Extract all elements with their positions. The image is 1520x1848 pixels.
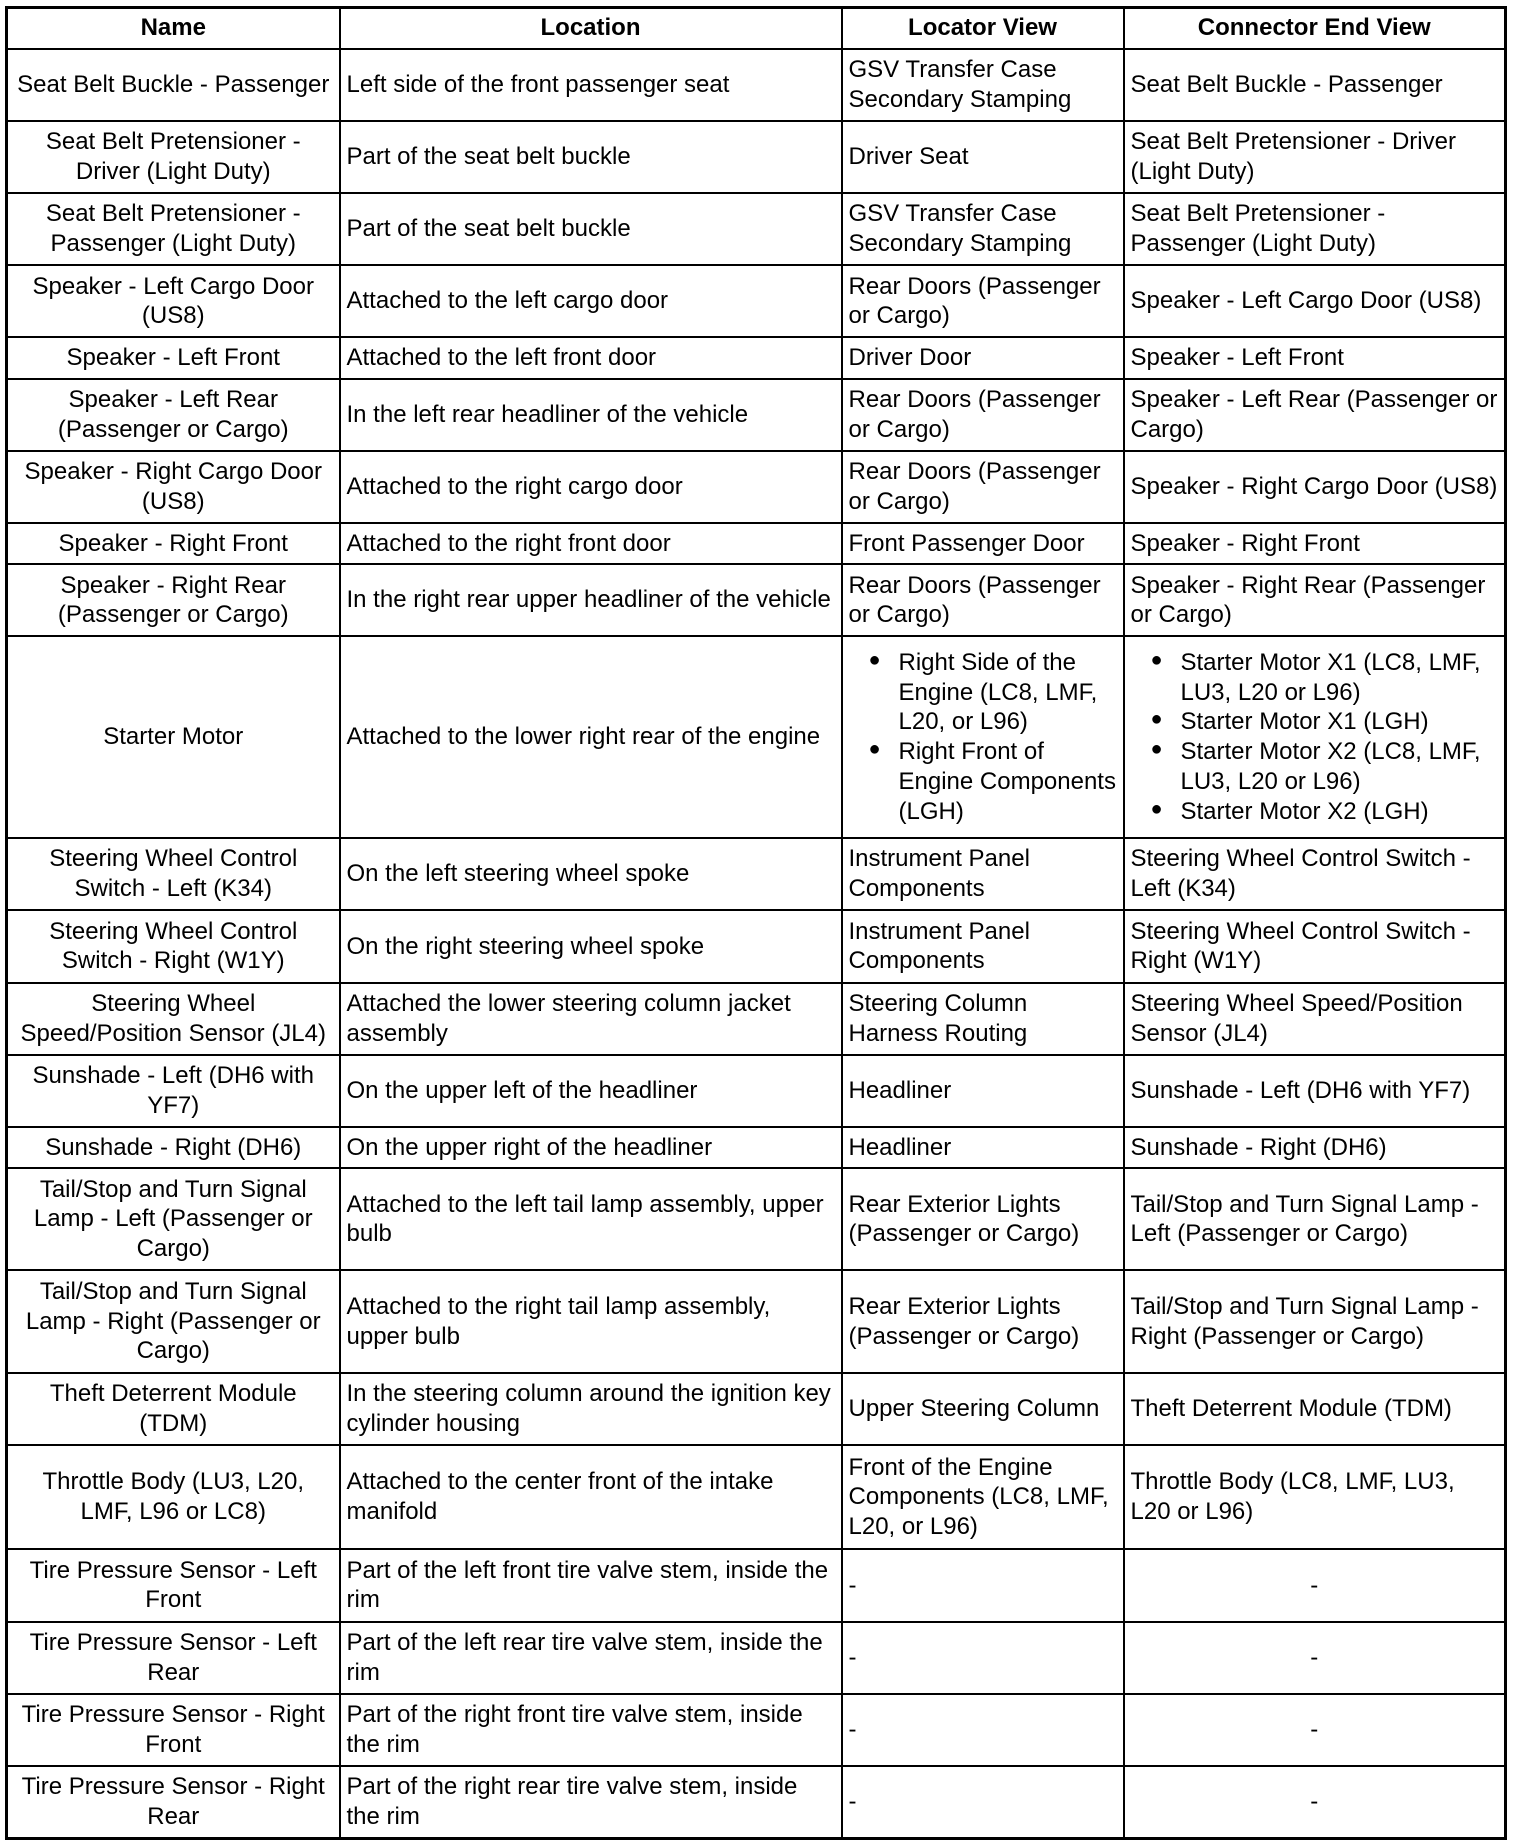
component-name-cell: Seat Belt Buckle - Passenger [7,49,340,121]
table-row [7,983,1506,1055]
connector-end-view-cell: Speaker - Right Front [1124,523,1506,564]
location-cell: Left side of the front passenger seat [340,49,842,121]
table-row [7,1127,1506,1168]
component-name-cell: Speaker - Right Cargo Door (US8) [7,451,340,523]
component-name-cell: Sunshade - Right (DH6) [7,1127,340,1168]
header-row [7,8,1506,49]
header-location: Location [340,8,842,49]
locator-view-cell: - [842,1549,1124,1621]
locator-view-cell: Instrument Panel Components [842,838,1124,910]
locator-view-cell: Rear Exterior Lights (Passenger or Cargo) [842,1168,1124,1270]
location-cell: In the left rear headliner of the vehicle [340,379,842,451]
component-name-cell: Seat Belt Pretensioner - Driver (Light Duty) [7,121,340,193]
connector-end-view-cell: Speaker - Left Cargo Door (US8) [1124,265,1506,337]
location-cell: Attached to the right front door [340,523,842,564]
locator-view-cell: GSV Transfer Case Secondary Stamping [842,49,1124,121]
table-row [7,1766,1506,1838]
location-cell: On the left steering wheel spoke [340,838,842,910]
component-name-cell: Tire Pressure Sensor - Left Front [7,1549,340,1621]
component-name-cell: Speaker - Right Rear (Passenger or Cargo) [7,564,340,636]
table-row [7,121,1506,193]
component-name-cell: Speaker - Left Front [7,337,340,378]
component-name-cell: Tire Pressure Sensor - Right Rear [7,1766,340,1838]
table-row [7,1622,1506,1694]
locator-view-cell: Rear Doors (Passenger or Cargo) [842,451,1124,523]
locator-view-cell: Rear Exterior Lights (Passenger or Cargo) [842,1270,1124,1372]
table-row [7,564,1506,636]
locator-view-cell: Rear Doors (Passenger or Cargo) [842,379,1124,451]
component-name-cell: Steering Wheel Control Switch - Right (W1Y) [7,910,340,982]
location-cell: Attached to the lower right rear of the engine [340,636,842,838]
locator-view-cell: Headliner [842,1127,1124,1168]
connector-end-view-cell: - [1124,1549,1506,1621]
header-name: Name [7,8,340,49]
component-name-cell: Tail/Stop and Turn Signal Lamp - Right (Passenger or Cargo) [7,1270,340,1372]
location-cell: Attached to the right cargo door [340,451,842,523]
connector-end-view-cell: Steering Wheel Speed/Position Sensor (JL4) [1124,983,1506,1055]
component-locator-table [5,6,1507,1840]
component-name-cell: Theft Deterrent Module (TDM) [7,1373,340,1445]
connector-end-view-cell: Seat Belt Pretensioner - Driver (Light Duty) [1124,121,1506,193]
component-name-cell: Tire Pressure Sensor - Right Front [7,1694,340,1766]
locator-view-cell: Headliner [842,1055,1124,1127]
table-row [7,910,1506,982]
connector-end-view-cell: - [1124,1766,1506,1838]
locator-view-cell [842,636,1124,838]
table-row [7,838,1506,910]
locator-view-cell: Front Passenger Door [842,523,1124,564]
table-row [7,1373,1506,1445]
table-row [7,1168,1506,1270]
table-row [7,265,1506,337]
connector-end-view-cell: Tail/Stop and Turn Signal Lamp - Left (Passenger or Cargo) [1124,1168,1506,1270]
connector-end-view-cell: Sunshade - Left (DH6 with YF7) [1124,1055,1506,1127]
header-connector-end-view: Connector End View [1124,8,1506,49]
location-cell: Part of the right rear tire valve stem, inside the rim [340,1766,842,1838]
component-name-cell: Throttle Body (LU3, L20, LMF, L96 or LC8) [7,1445,340,1549]
connector-end-view-cell: Speaker - Left Rear (Passenger or Cargo) [1124,379,1506,451]
location-cell: Attached to the right tail lamp assembly, upper bulb [340,1270,842,1372]
location-cell: Attached to the left tail lamp assembly, upper bulb [340,1168,842,1270]
locator-view-cell: - [842,1766,1124,1838]
list-item: ● Starter Motor X2 (LGH) [1131,797,1499,827]
component-name-cell: Speaker - Right Front [7,523,340,564]
location-cell: Attached to the center front of the intake manifold [340,1445,842,1549]
locator-view-cell: Front of the Engine Components (LC8, LMF, L20, or L96) [842,1445,1124,1549]
table-row [7,523,1506,564]
connector-end-view-cell: Seat Belt Buckle - Passenger [1124,49,1506,121]
table-row [7,451,1506,523]
table-row [7,49,1506,121]
location-cell: In the right rear upper headliner of the vehicle [340,564,842,636]
list-item: ● Right Side of the Engine (LC8, LMF, L20, or L96) [849,648,1117,737]
connector-end-view-cell: - [1124,1622,1506,1694]
location-cell: Part of the left rear tire valve stem, inside the rim [340,1622,842,1694]
list-item: ● Right Front of Engine Components (LGH) [849,737,1117,826]
connector-end-view-cell: Tail/Stop and Turn Signal Lamp - Right (Passenger or Cargo) [1124,1270,1506,1372]
component-name-cell: Seat Belt Pretensioner - Passenger (Light Duty) [7,193,340,265]
table-row [7,1055,1506,1127]
locator-view-cell: Steering Column Harness Routing [842,983,1124,1055]
table-row [7,1694,1506,1766]
location-cell: Part of the seat belt buckle [340,193,842,265]
table-row [7,1549,1506,1621]
table-row [7,636,1506,838]
connector-end-view-cell: Theft Deterrent Module (TDM) [1124,1373,1506,1445]
location-cell: On the right steering wheel spoke [340,910,842,982]
component-name-cell: Tail/Stop and Turn Signal Lamp - Left (Passenger or Cargo) [7,1168,340,1270]
locator-view-cell: GSV Transfer Case Secondary Stamping [842,193,1124,265]
location-cell: In the steering column around the ignition key cylinder housing [340,1373,842,1445]
connector-end-view-cell: Speaker - Left Front [1124,337,1506,378]
location-cell: Part of the seat belt buckle [340,121,842,193]
location-cell: Part of the left front tire valve stem, inside the rim [340,1549,842,1621]
table-row [7,337,1506,378]
location-cell: Part of the right front tire valve stem, inside the rim [340,1694,842,1766]
connector-end-view-cell: Steering Wheel Control Switch - Right (W1Y) [1124,910,1506,982]
component-name-cell: Steering Wheel Speed/Position Sensor (JL4) [7,983,340,1055]
locator-view-cell: - [842,1622,1124,1694]
locator-view-cell: Upper Steering Column [842,1373,1124,1445]
location-cell: Attached to the left front door [340,337,842,378]
component-name-cell: Sunshade - Left (DH6 with YF7) [7,1055,340,1127]
location-cell: On the upper right of the headliner [340,1127,842,1168]
table-row [7,379,1506,451]
connector-end-view-cell: Speaker - Right Cargo Door (US8) [1124,451,1506,523]
locator-view-cell: Rear Doors (Passenger or Cargo) [842,564,1124,636]
table-row [7,193,1506,265]
table-row [7,1270,1506,1372]
location-cell: Attached the lower steering column jacket assembly [340,983,842,1055]
component-name-cell: Tire Pressure Sensor - Left Rear [7,1622,340,1694]
component-name-cell: Speaker - Left Rear (Passenger or Cargo) [7,379,340,451]
locator-view-cell: Rear Doors (Passenger or Cargo) [842,265,1124,337]
component-name-cell: Speaker - Left Cargo Door (US8) [7,265,340,337]
list-item: ● Starter Motor X1 (LC8, LMF, LU3, L20 or L96) [1131,648,1499,708]
connector-end-view-cell: Steering Wheel Control Switch - Left (K34) [1124,838,1506,910]
connector-end-view-cell: Speaker - Right Rear (Passenger or Cargo) [1124,564,1506,636]
locator-view-cell: Instrument Panel Components [842,910,1124,982]
table-row [7,1445,1506,1549]
connector-end-view-cell: Sunshade - Right (DH6) [1124,1127,1506,1168]
connector-end-view-list [1131,648,1499,827]
locator-view-cell: Driver Seat [842,121,1124,193]
list-item: ● Starter Motor X1 (LGH) [1131,707,1499,737]
location-cell: On the upper left of the headliner [340,1055,842,1127]
connector-end-view-cell [1124,636,1506,838]
list-item: ● Starter Motor X2 (LC8, LMF, LU3, L20 or L96) [1131,737,1499,797]
component-name-cell: Steering Wheel Control Switch - Left (K34) [7,838,340,910]
locator-view-cell: Driver Door [842,337,1124,378]
connector-end-view-cell: - [1124,1694,1506,1766]
component-name-cell: Starter Motor [7,636,340,838]
header-locator-view: Locator View [842,8,1124,49]
connector-end-view-cell: Seat Belt Pretensioner - Passenger (Light Duty) [1124,193,1506,265]
table-body [7,49,1506,1839]
locator-view-cell: - [842,1694,1124,1766]
location-cell: Attached to the left cargo door [340,265,842,337]
locator-view-list [849,648,1117,827]
connector-end-view-cell: Throttle Body (LC8, LMF, LU3, L20 or L96) [1124,1445,1506,1549]
